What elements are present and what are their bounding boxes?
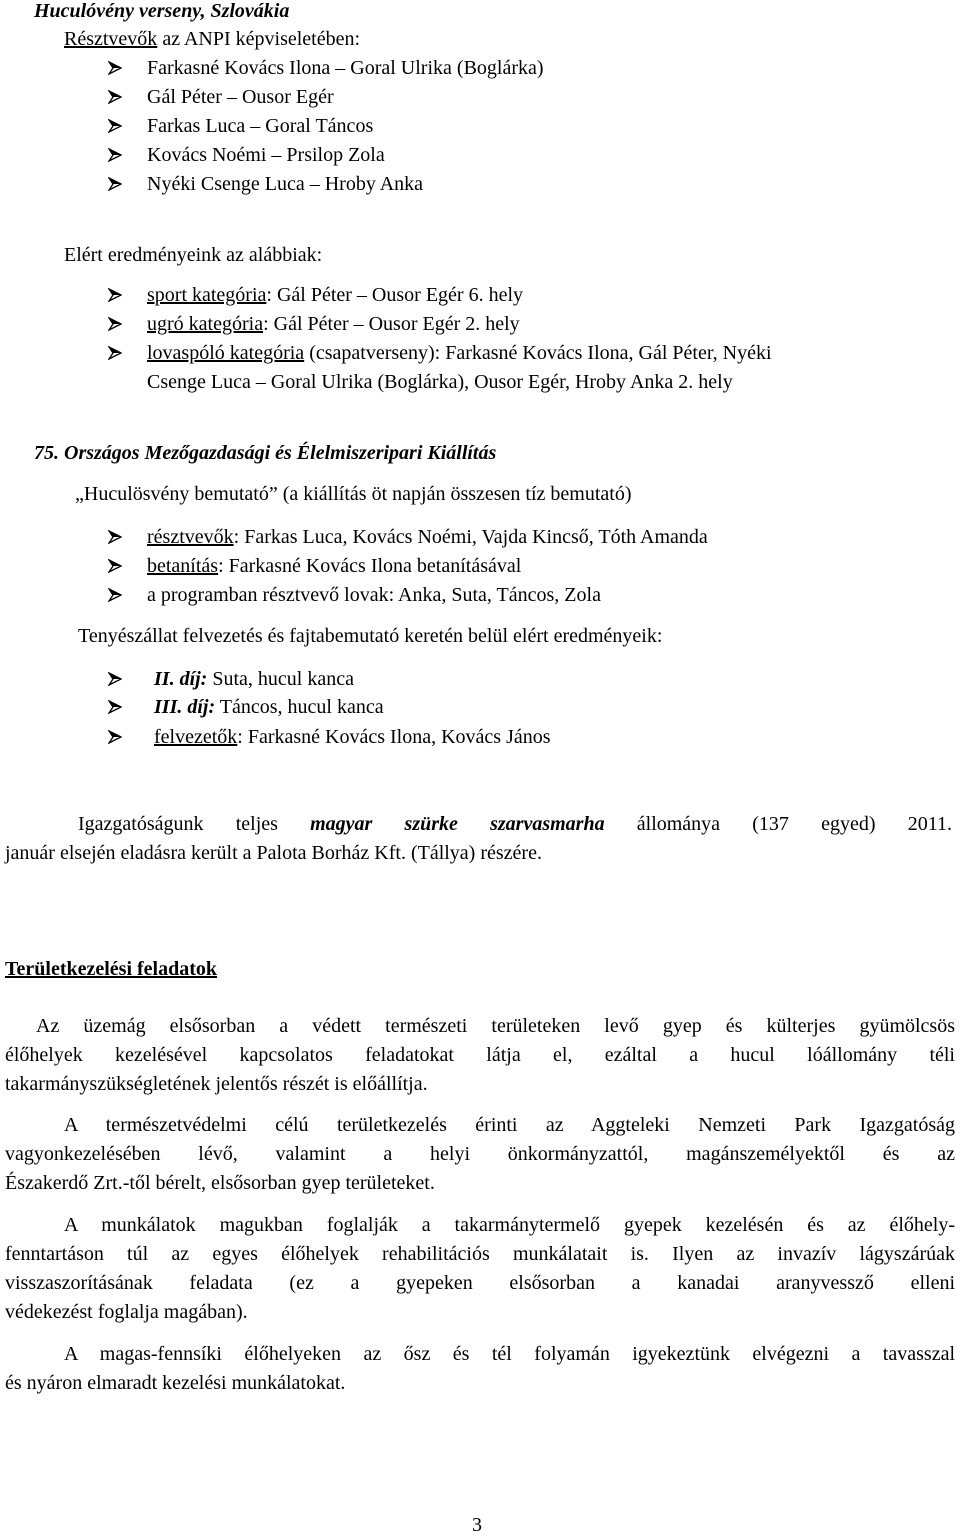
- competition-title: Huculóvény verseny, Szlovákia: [34, 0, 290, 22]
- participant-item: Farkasné Kovács Ilona – Goral Ulrika (Boglárka): [147, 57, 544, 79]
- land-p1-l3: takarmányszükségletének jelentős részét is előállítja.: [5, 1073, 428, 1095]
- exhibition-item: [147, 581, 601, 610]
- results-intro: Elért eredményeink az alábbiak:: [64, 244, 323, 266]
- cattle-text-a: Igazgatóságunk teljes: [78, 813, 311, 835]
- exhibition-results-intro: Tenyészállat felvezetés és fajtabemutató keretén belül elért eredményeik:: [78, 625, 663, 647]
- exhibition-item: [147, 523, 708, 552]
- arrow-bullet-icon: [108, 700, 122, 714]
- participants-heading: [64, 25, 360, 54]
- arrow-bullet-icon: [108, 672, 122, 686]
- arrow-bullet-icon: [108, 530, 122, 544]
- cattle-emphasis: magyar szürke szarvasmarha: [310, 813, 605, 835]
- participants-rest: az ANPI képviseletében:: [157, 28, 361, 50]
- land-p3-l4: védekezést foglalja magában).: [5, 1301, 248, 1323]
- result-category: sport kategória: [147, 284, 267, 306]
- exhibition-number: 75.: [34, 442, 59, 464]
- arrow-bullet-icon: [108, 288, 122, 302]
- land-p1-l2: élőhelyek kezelésével kapcsolatos feladatokat látja el, ezáltal a hucul lóállomány téli: [5, 1044, 955, 1066]
- result-text: : Gál Péter – Ousor Egér 2. hely: [263, 313, 520, 335]
- handlers-item: [154, 723, 551, 752]
- arrow-bullet-icon: [108, 119, 122, 133]
- exhibition-title: [34, 439, 496, 468]
- cattle-text-b: állománya (137 egyed) 2011.: [604, 813, 952, 835]
- land-p3-l3: visszaszorításának feladata (ez a gyepeken elsősorban a kanadai aranyvessző elleni: [5, 1272, 955, 1294]
- land-heading-text: Területkezelési feladatok: [5, 958, 218, 980]
- participant-item: Kovács Noémi – Prsilop Zola: [147, 144, 385, 166]
- land-p4-l2: és nyáron elmaradt kezelési munkálatokat.: [5, 1372, 346, 1394]
- award-prize: III. díj:: [154, 696, 216, 718]
- award-item: [154, 693, 384, 722]
- handlers-text: : Farkasné Kovács Ilona, Kovács János: [237, 726, 551, 748]
- award-prize: II. díj:: [154, 668, 208, 690]
- exhibition-item: [147, 552, 521, 581]
- land-p3-l2: fenntartáson túl az egyes élőhelyek rehabilitációs munkálatait is. Ilyen az invazív lágyszárúak: [5, 1243, 955, 1265]
- arrow-bullet-icon: [108, 730, 122, 744]
- participant-item: Farkas Luca – Goral Táncos: [147, 115, 374, 137]
- land-p4-l1: A magas-fennsíki élőhelyeken az ősz és tél folyamán igyekeztünk elvégezni a tavasszal: [64, 1343, 955, 1365]
- result-item-continued: Csenge Luca – Goral Ulrika (Boglárka), Ousor Egér, Hroby Anka 2. hely: [147, 371, 733, 393]
- participants-label: Résztvevők: [64, 28, 158, 50]
- result-text: : Gál Péter – Ousor Egér 6. hely: [266, 284, 524, 306]
- award-text: Táncos, hucul kanca: [215, 696, 384, 718]
- result-item: [147, 339, 772, 368]
- arrow-bullet-icon: [108, 588, 122, 602]
- arrow-bullet-icon: [108, 61, 122, 75]
- arrow-bullet-icon: [108, 90, 122, 104]
- exhibition-subtitle: „Huculösvény bemutató” (a kiállítás öt napján összesen tíz bemutató): [75, 483, 632, 505]
- land-p2-l1: A természetvédelmi célú területkezelés érinti az Aggteleki Nemzeti Park Igazgatóság: [64, 1114, 955, 1136]
- land-p2-l3: Északerdő Zrt.-től bérelt, elsősorban gyep területeket.: [5, 1172, 435, 1194]
- cattle-line-2: január elsején eladásra került a Palota Borház Kft. (Tállya) részére.: [5, 842, 542, 864]
- land-heading: [5, 955, 217, 984]
- result-category: ugró kategória: [147, 313, 264, 335]
- result-category: lovaspóló kategória: [147, 342, 305, 364]
- participant-item: Gál Péter – Ousor Egér: [147, 86, 334, 108]
- exhibition-item-text: : Farkas Luca, Kovács Noémi, Vajda Kincső, Tóth Amanda: [233, 526, 708, 548]
- exhibition-item-label: betanítás: [147, 555, 219, 577]
- result-item: [147, 281, 523, 310]
- arrow-bullet-icon: [108, 148, 122, 162]
- handlers-label: felvezetők: [154, 726, 238, 748]
- land-p2-l2: vagyonkezelésében lévő, valamint a helyi önkormányzattól, magánszemélyektől és az: [5, 1143, 955, 1165]
- result-item: [147, 310, 520, 339]
- arrow-bullet-icon: [108, 559, 122, 573]
- exhibition-item-text: : Farkasné Kovács Ilona betanításával: [218, 555, 522, 577]
- arrow-bullet-icon: [108, 177, 122, 191]
- award-text: Suta, hucul kanca: [207, 668, 354, 690]
- land-p3-l1: A munkálatok magukban foglalják a takarmánytermelő gyepek kezelésén és az élőhely-: [64, 1214, 955, 1236]
- exhibition-item-label: résztvevők: [147, 526, 234, 548]
- exhibition-item-text: a programban résztvevő lovak: Anka, Suta, Táncos, Zola: [147, 584, 601, 606]
- cattle-line-1: [78, 810, 952, 839]
- result-text: (csapatverseny): Farkasné Kovács Ilona, Gál Péter, Nyéki: [304, 342, 772, 364]
- arrow-bullet-icon: [108, 317, 122, 331]
- arrow-bullet-icon: [108, 346, 122, 360]
- land-p1-l1: Az üzemág elsősorban a védett természeti területeken levő gyep és külterjes gyümölcsös: [36, 1015, 955, 1037]
- exhibition-name: Országos Mezőgazdasági és Élelmiszeripari Kiállítás: [64, 442, 497, 464]
- participant-item: Nyéki Csenge Luca – Hroby Anka: [147, 173, 424, 195]
- page-number: 3: [472, 1514, 482, 1536]
- award-item: [154, 665, 354, 694]
